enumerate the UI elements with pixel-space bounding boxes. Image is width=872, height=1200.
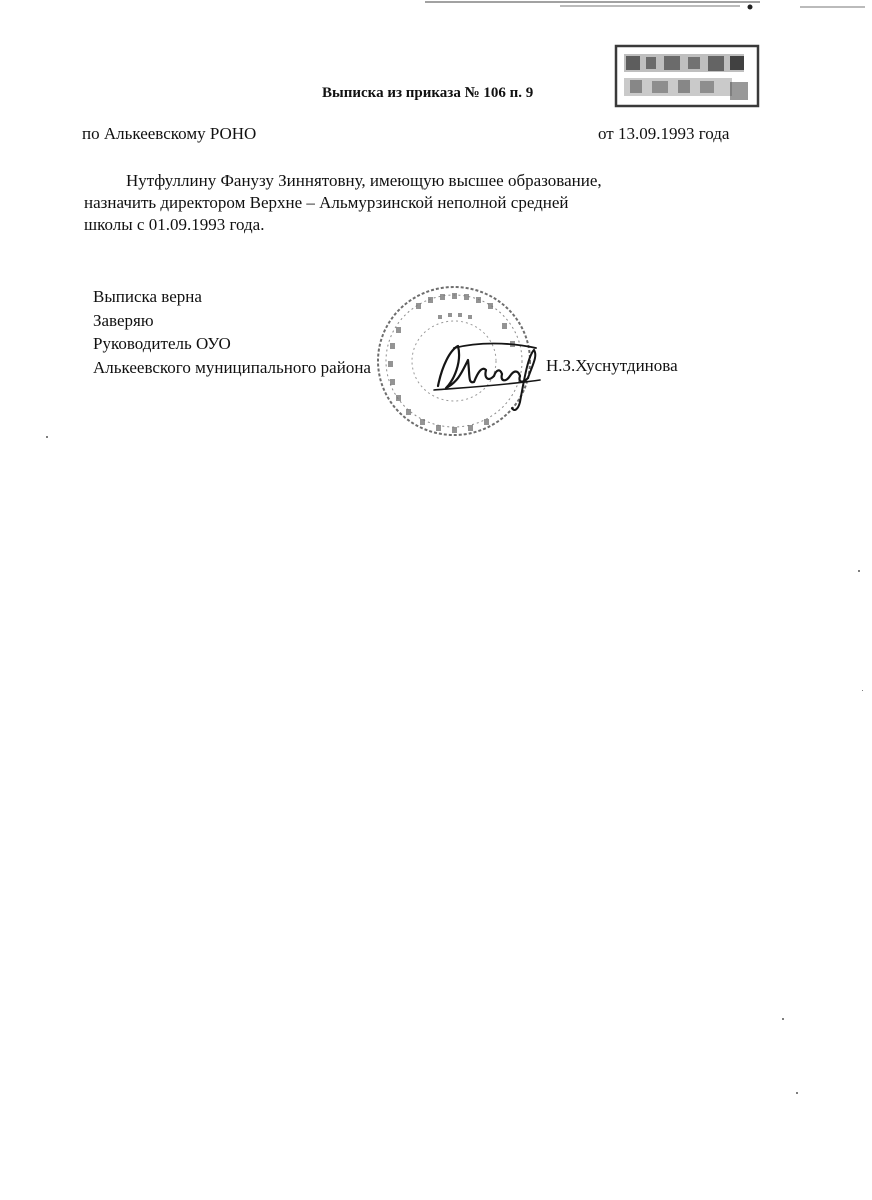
certification-line: Руководитель ОУО (93, 334, 231, 353)
certification-line: Выписка верна (93, 287, 202, 306)
scan-speck (782, 1018, 784, 1020)
scan-speck (862, 690, 863, 691)
document-title: Выписка из приказа № 106 п. 9 (322, 85, 534, 101)
order-body (84, 170, 724, 236)
scan-speck (796, 1092, 798, 1094)
rectangular-stamp (612, 42, 762, 112)
certification-line: Заверяю (93, 310, 154, 330)
certification-line: Алькеевского муниципального района (93, 357, 371, 377)
body-line: Нутфуллину Фанузу Зиннятовну, имеющую высшее образование, (126, 171, 602, 190)
scan-speck (858, 570, 860, 572)
issuer-line: по Алькеевскому РОНО (82, 124, 257, 143)
body-line: назначить директором Верхне – Альмурзинской неполной средней (84, 193, 569, 212)
body-line: школы с 01.09.1993 года. (84, 215, 265, 234)
scan-artifact-lines (0, 0, 872, 20)
scan-speck (46, 436, 48, 438)
handwritten-signature (428, 336, 548, 416)
certification-block (93, 285, 371, 379)
signer-name: Н.З.Хуснутдинова (546, 356, 678, 375)
order-date: от 13.09.1993 года (598, 124, 730, 143)
